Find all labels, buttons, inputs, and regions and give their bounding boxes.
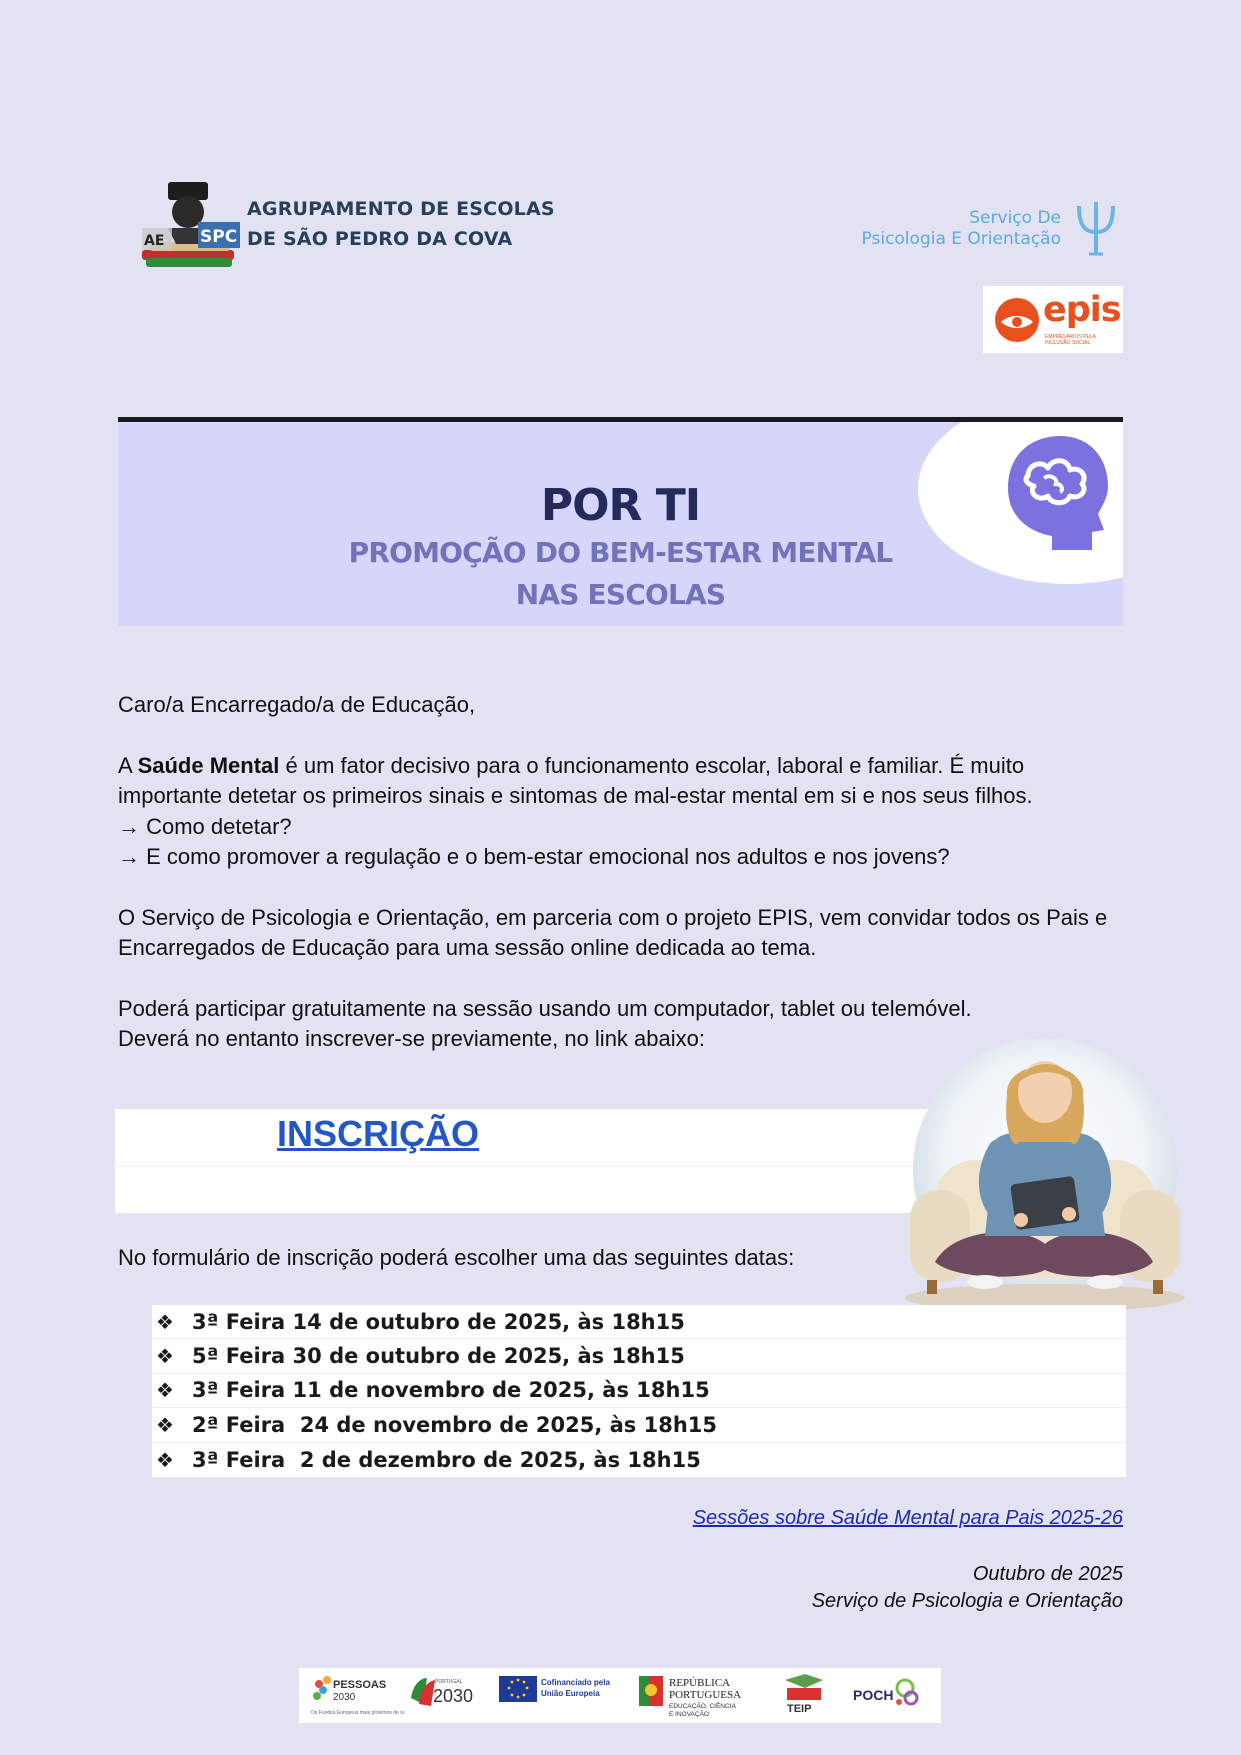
date-item: [152, 1408, 1126, 1442]
spo-line1: Serviço De: [969, 208, 1061, 228]
dates-intro: No formulário de inscrição poderá escolher uma das seguintes datas:: [118, 1245, 795, 1270]
funding-logos-bar: [299, 1668, 941, 1723]
p1-rest: é um fator decisivo para o funcionamento escolar, laboral e familiar. É muito importante detetar os primeiros sinais e sintomas de mal-estar mental em si e nos seus filhos.: [118, 753, 1033, 808]
diamond-bullet-icon: ❖: [156, 1309, 174, 1334]
pessoas-year: 2030: [333, 1692, 356, 1703]
banner: [118, 422, 1123, 626]
woman-with-tablet-illustration: [895, 1030, 1185, 1320]
portugal-label: PORTUGAL: [435, 1679, 463, 1685]
psi-icon: [1073, 200, 1119, 256]
spo-logo: [833, 200, 1123, 262]
signature-date: Outubro de 2025: [972, 1563, 1123, 1585]
date-item: [152, 1443, 1126, 1477]
p1-bold: Saúde Mental: [137, 753, 280, 778]
school-logo: [140, 180, 560, 272]
greeting: Caro/a Encarregado/a de Educação,: [118, 692, 476, 717]
republica-line1: REPÚBLICA: [669, 1677, 731, 1689]
diamond-bullet-icon: ❖: [156, 1344, 174, 1369]
eu-line2: União Europeia: [541, 1689, 600, 1698]
date-item: [152, 1374, 1126, 1408]
registration-divider: [115, 1166, 945, 1167]
republica-line2: PORTUGUESA: [669, 1689, 742, 1701]
registration-link[interactable]: INSCRIÇÃO: [277, 1113, 480, 1154]
poch-word: POCH: [853, 1687, 894, 1703]
p1-prefix: A: [118, 753, 138, 778]
school-name: [247, 194, 555, 254]
date-text: 5ª Feira 30 de outubro de 2025, às 18h15: [192, 1344, 685, 1369]
eu-cofinanced-logo: [499, 1668, 619, 1723]
registration-box: [115, 1109, 945, 1213]
spo-line2: Psicologia E Orientação: [861, 229, 1061, 249]
republica-line4: E INOVAÇÃO: [669, 1711, 709, 1718]
paragraph-invitation: O Serviço de Psicologia e Orientação, em parceria com o projeto EPIS, vem convidar todos os Pais e Encarregados de Educação para uma sessão online dedicada ao tema.: [118, 905, 1108, 960]
epis-logo: [983, 286, 1123, 353]
school-emblem-icon: [140, 180, 240, 272]
date-item: [152, 1305, 1126, 1339]
epis-word: epis: [1043, 290, 1121, 330]
eu-line1: Cofinanciado pela: [541, 1678, 610, 1687]
spo-logo-text: [862, 208, 1061, 250]
pessoas-note: Os Fundos Europeus mais próximos de si.: [311, 1710, 406, 1716]
portugal-year: 2030: [433, 1686, 474, 1706]
school-name-line2: DE SÃO PEDRO DA COVA: [247, 228, 513, 250]
svg-text:AE: AE: [144, 233, 165, 249]
poch-logo: [849, 1668, 929, 1723]
teip-word: TEIP: [787, 1703, 812, 1715]
banner-subtitle-line1: PROMOÇÃO DO BEM-ESTAR MENTAL: [348, 536, 893, 569]
date-text: 3ª Feira 2 de dezembro de 2025, às 18h15: [192, 1447, 701, 1472]
school-name-line1: AGRUPAMENTO DE ESCOLAS: [247, 198, 555, 220]
paragraph-saude-mental: [118, 751, 1128, 811]
date-item: [152, 1339, 1126, 1373]
signature-service: Serviço de Psicologia e Orientação: [811, 1590, 1123, 1612]
paragraph-participation-2: Deverá no entanto inscrever-se previamente, no link abaixo:: [118, 1026, 705, 1051]
pessoas-2030-logo: [309, 1668, 409, 1723]
diamond-bullet-icon: ❖: [156, 1412, 174, 1437]
banner-subtitle-line2: NAS ESCOLAS: [515, 578, 726, 611]
date-text: 2ª Feira 24 de novembro de 2025, às 18h15: [192, 1412, 717, 1437]
dates-list: [152, 1305, 1126, 1477]
sessions-link[interactable]: Sessões sobre Saúde Mental para Pais 2025-26: [692, 1507, 1123, 1529]
diamond-bullet-icon: ❖: [156, 1378, 174, 1403]
teip-logo: [779, 1668, 839, 1723]
portugal-2030-logo: [405, 1668, 485, 1723]
question-1: → Como detetar?: [118, 814, 292, 839]
paragraph-participation-1: Poderá participar gratuitamente na sessão usando um computador, tablet ou telemóvel.: [118, 996, 972, 1021]
republica-portuguesa-logo: [639, 1668, 769, 1723]
pessoas-word: PESSOAS: [333, 1679, 387, 1691]
epis-emblem-icon: [991, 294, 1043, 346]
republica-line3: EDUCAÇÃO, CIÊNCIA: [669, 1703, 736, 1710]
question-2: → E como promover a regulação e o bem-estar emocional nos adultos e nos jovens?: [118, 844, 950, 869]
epis-tagline: EMPRESÁRIOS PELA INCLUSÃO SOCIAL: [1045, 334, 1096, 346]
diamond-bullet-icon: ❖: [156, 1447, 174, 1472]
date-text: 3ª Feira 14 de outubro de 2025, às 18h15: [192, 1309, 685, 1334]
svg-text:SPC: SPC: [200, 227, 238, 247]
date-text: 3ª Feira 11 de novembro de 2025, às 18h15: [192, 1378, 710, 1403]
banner-title: POR TI: [540, 480, 701, 531]
